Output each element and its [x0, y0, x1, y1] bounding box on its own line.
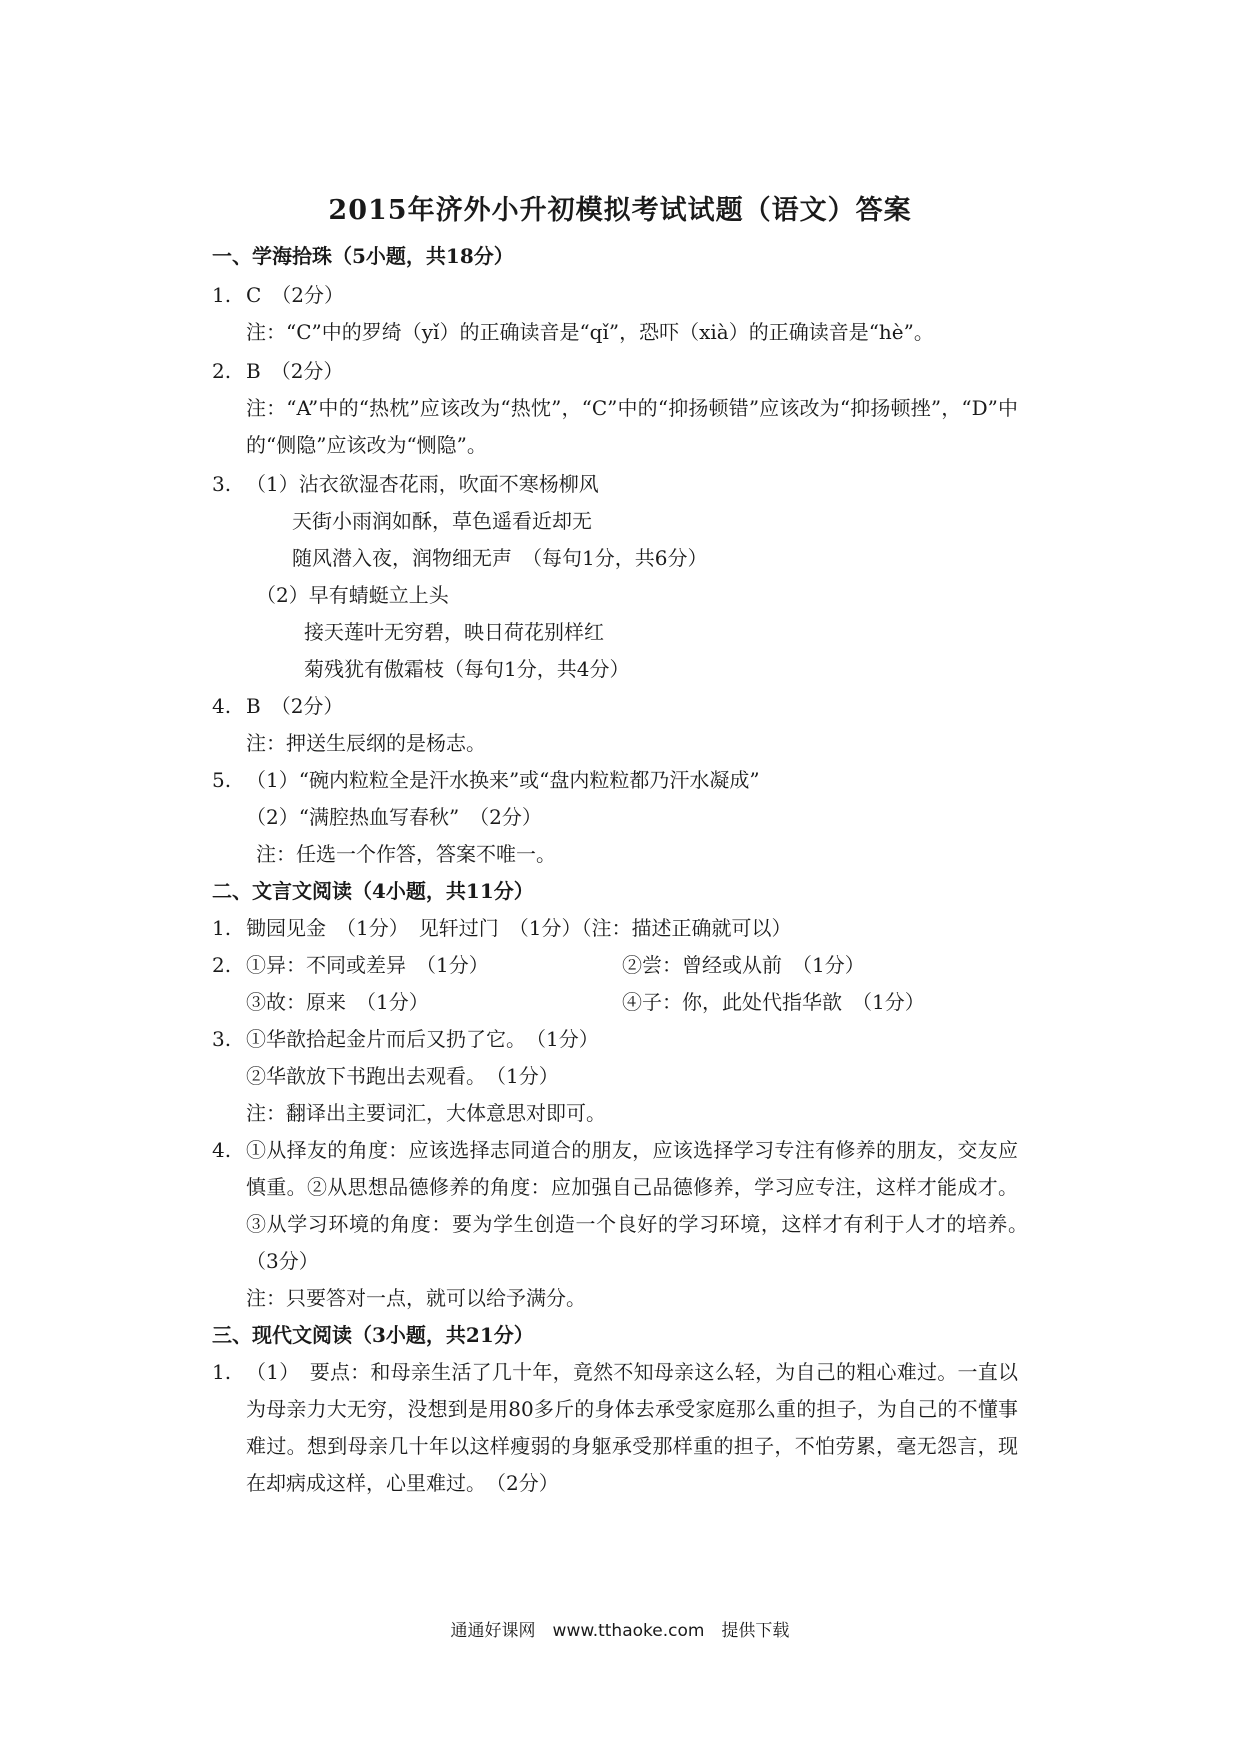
question-number: 3.: [212, 1027, 232, 1051]
s1-q1-answer: [212, 277, 1018, 314]
s2-q1-answer: [212, 910, 1018, 947]
poem-line: 沾衣欲湿杏花雨，吹面不寒杨柳风: [298, 472, 599, 496]
question-number: 4.: [212, 694, 232, 718]
s2-q4-note: 注：只要答对一点，就可以给予满分。: [246, 1286, 586, 1310]
poem-line: 早有蜻蜓立上头: [308, 583, 449, 607]
s1-q3-part2-line2: 接天莲叶无穷碧，映日荷花别样红: [304, 620, 604, 644]
s2-q3-line2: ②华歆放下书跑出去观看。 （1分）: [246, 1064, 559, 1088]
answer-text: ②尝：曾经或从前 （1分）: [622, 953, 865, 977]
s1-q1-note: 注：“C”中的罗绮（yǐ）的正确读音是“qǐ”，恐吓（xià）的正确读音是“hè”。: [246, 320, 934, 344]
s1-q3-part2-line3: 菊残犹有傲霜枝（每句1分，共4分）: [304, 657, 630, 681]
answer-text: （1） 要点：和母亲生活了几十年，竟然不知母亲这么轻，为自己的粗心难过。一直以为母亲力大无穷，没想到是用80多斤的身体去承受家庭那么重的担子，为自己的不懂事难过。想到母亲几十年以这样瘦弱的身躯承受那样重的担子，不怕劳累，毫无怨言，现在却病成这样，心里难过。 （2分）: [246, 1360, 1018, 1495]
question-number: 1.: [212, 283, 232, 307]
answer-text: （1）“碗内粒粒全是汗水换来”或“盘内粒粒都乃汗水凝成”: [246, 768, 760, 792]
s2-q3-note: 注：翻译出主要词汇，大体意思对即可。: [246, 1101, 606, 1125]
answer-text: ④子：你，此处代指华歆 （1分）: [622, 990, 925, 1014]
s2-q4-answer: [212, 1132, 1038, 1280]
s1-q2-answer: [212, 353, 1018, 390]
s1-q3-part1-line3: 随风潜入夜，润物细无声 （每句1分，共6分）: [292, 546, 708, 570]
s1-q5-line2: （2）“满腔热血写春秋” （2分）: [246, 805, 542, 829]
question-number: 1.: [212, 916, 232, 940]
section-heading-1: 一、学海拾珠（5小题，共18分）: [212, 244, 514, 268]
s1-q5-note: 注：任选一个作答，答案不唯一。: [256, 842, 556, 866]
part-label: （1）: [246, 472, 299, 496]
answer-text: B （2分）: [246, 694, 344, 718]
s1-q3-part2-line1: [212, 577, 1018, 614]
answer-content: [212, 238, 1038, 1502]
s2-q3-line1: [212, 1021, 1018, 1058]
answer-text: ③故：原来 （1分）: [246, 990, 429, 1014]
s1-q4-note: 注：押送生辰纲的是杨志。: [246, 731, 486, 755]
s1-q4-answer: [212, 688, 1018, 725]
part-label: （2）: [256, 583, 309, 607]
s1-q5-line1: [212, 762, 1018, 799]
footer-source: 通通好课网 www.tthaoke.com 提供下载: [450, 1621, 790, 1641]
page-title: 2015年济外小升初模拟考试试题（语文）答案: [328, 195, 912, 226]
answer-text: ①华歆拾起金片而后又扔了它。 （1分）: [246, 1027, 599, 1051]
s1-q3-part1-line1: [212, 466, 1018, 503]
s2-q2-row1: [212, 947, 1018, 984]
section-heading-3: 三、现代文阅读（3小题，共21分）: [212, 1323, 534, 1347]
question-number: 5.: [212, 768, 232, 792]
section-heading-2: 二、文言文阅读（4小题，共11分）: [212, 879, 534, 903]
question-number: 2.: [212, 359, 232, 383]
s3-q1-answer: [212, 1354, 1018, 1502]
s2-q2-row2: [212, 984, 1018, 1021]
answer-text: ①从择友的角度：应该选择志同道合的朋友，应该选择学习专注有修养的朋友，交友应慎重。②从思想品德修养的角度：应加强自己品德修养，学习应专注，这样才能成才。③从学习环境的角度：要为学生创造一个良好的学习环境，这样才有利于人才的培养。 （3分）: [246, 1138, 1038, 1273]
answer-text: 锄园见金 （1分） 见轩过门 （1分）（注：描述正确就可以）: [246, 916, 792, 940]
answer-text: C （2分）: [246, 283, 345, 307]
question-number: 3.: [212, 472, 232, 496]
answer-text: B （2分）: [246, 359, 344, 383]
question-number: 1.: [212, 1360, 232, 1384]
question-number: 2.: [212, 953, 232, 977]
answer-text: ①异：不同或差异 （1分）: [246, 953, 489, 977]
s1-q2-note: 注：“A”中的“热枕”应该改为“热忱”，“C”中的“抑扬顿错”应该改为“抑扬顿挫”，“D”中的“侧隐”应该改为“恻隐”。: [246, 396, 1018, 457]
question-number: 4.: [212, 1138, 232, 1162]
s1-q3-part1-line2: 天街小雨润如酥，草色遥看近却无: [292, 509, 592, 533]
